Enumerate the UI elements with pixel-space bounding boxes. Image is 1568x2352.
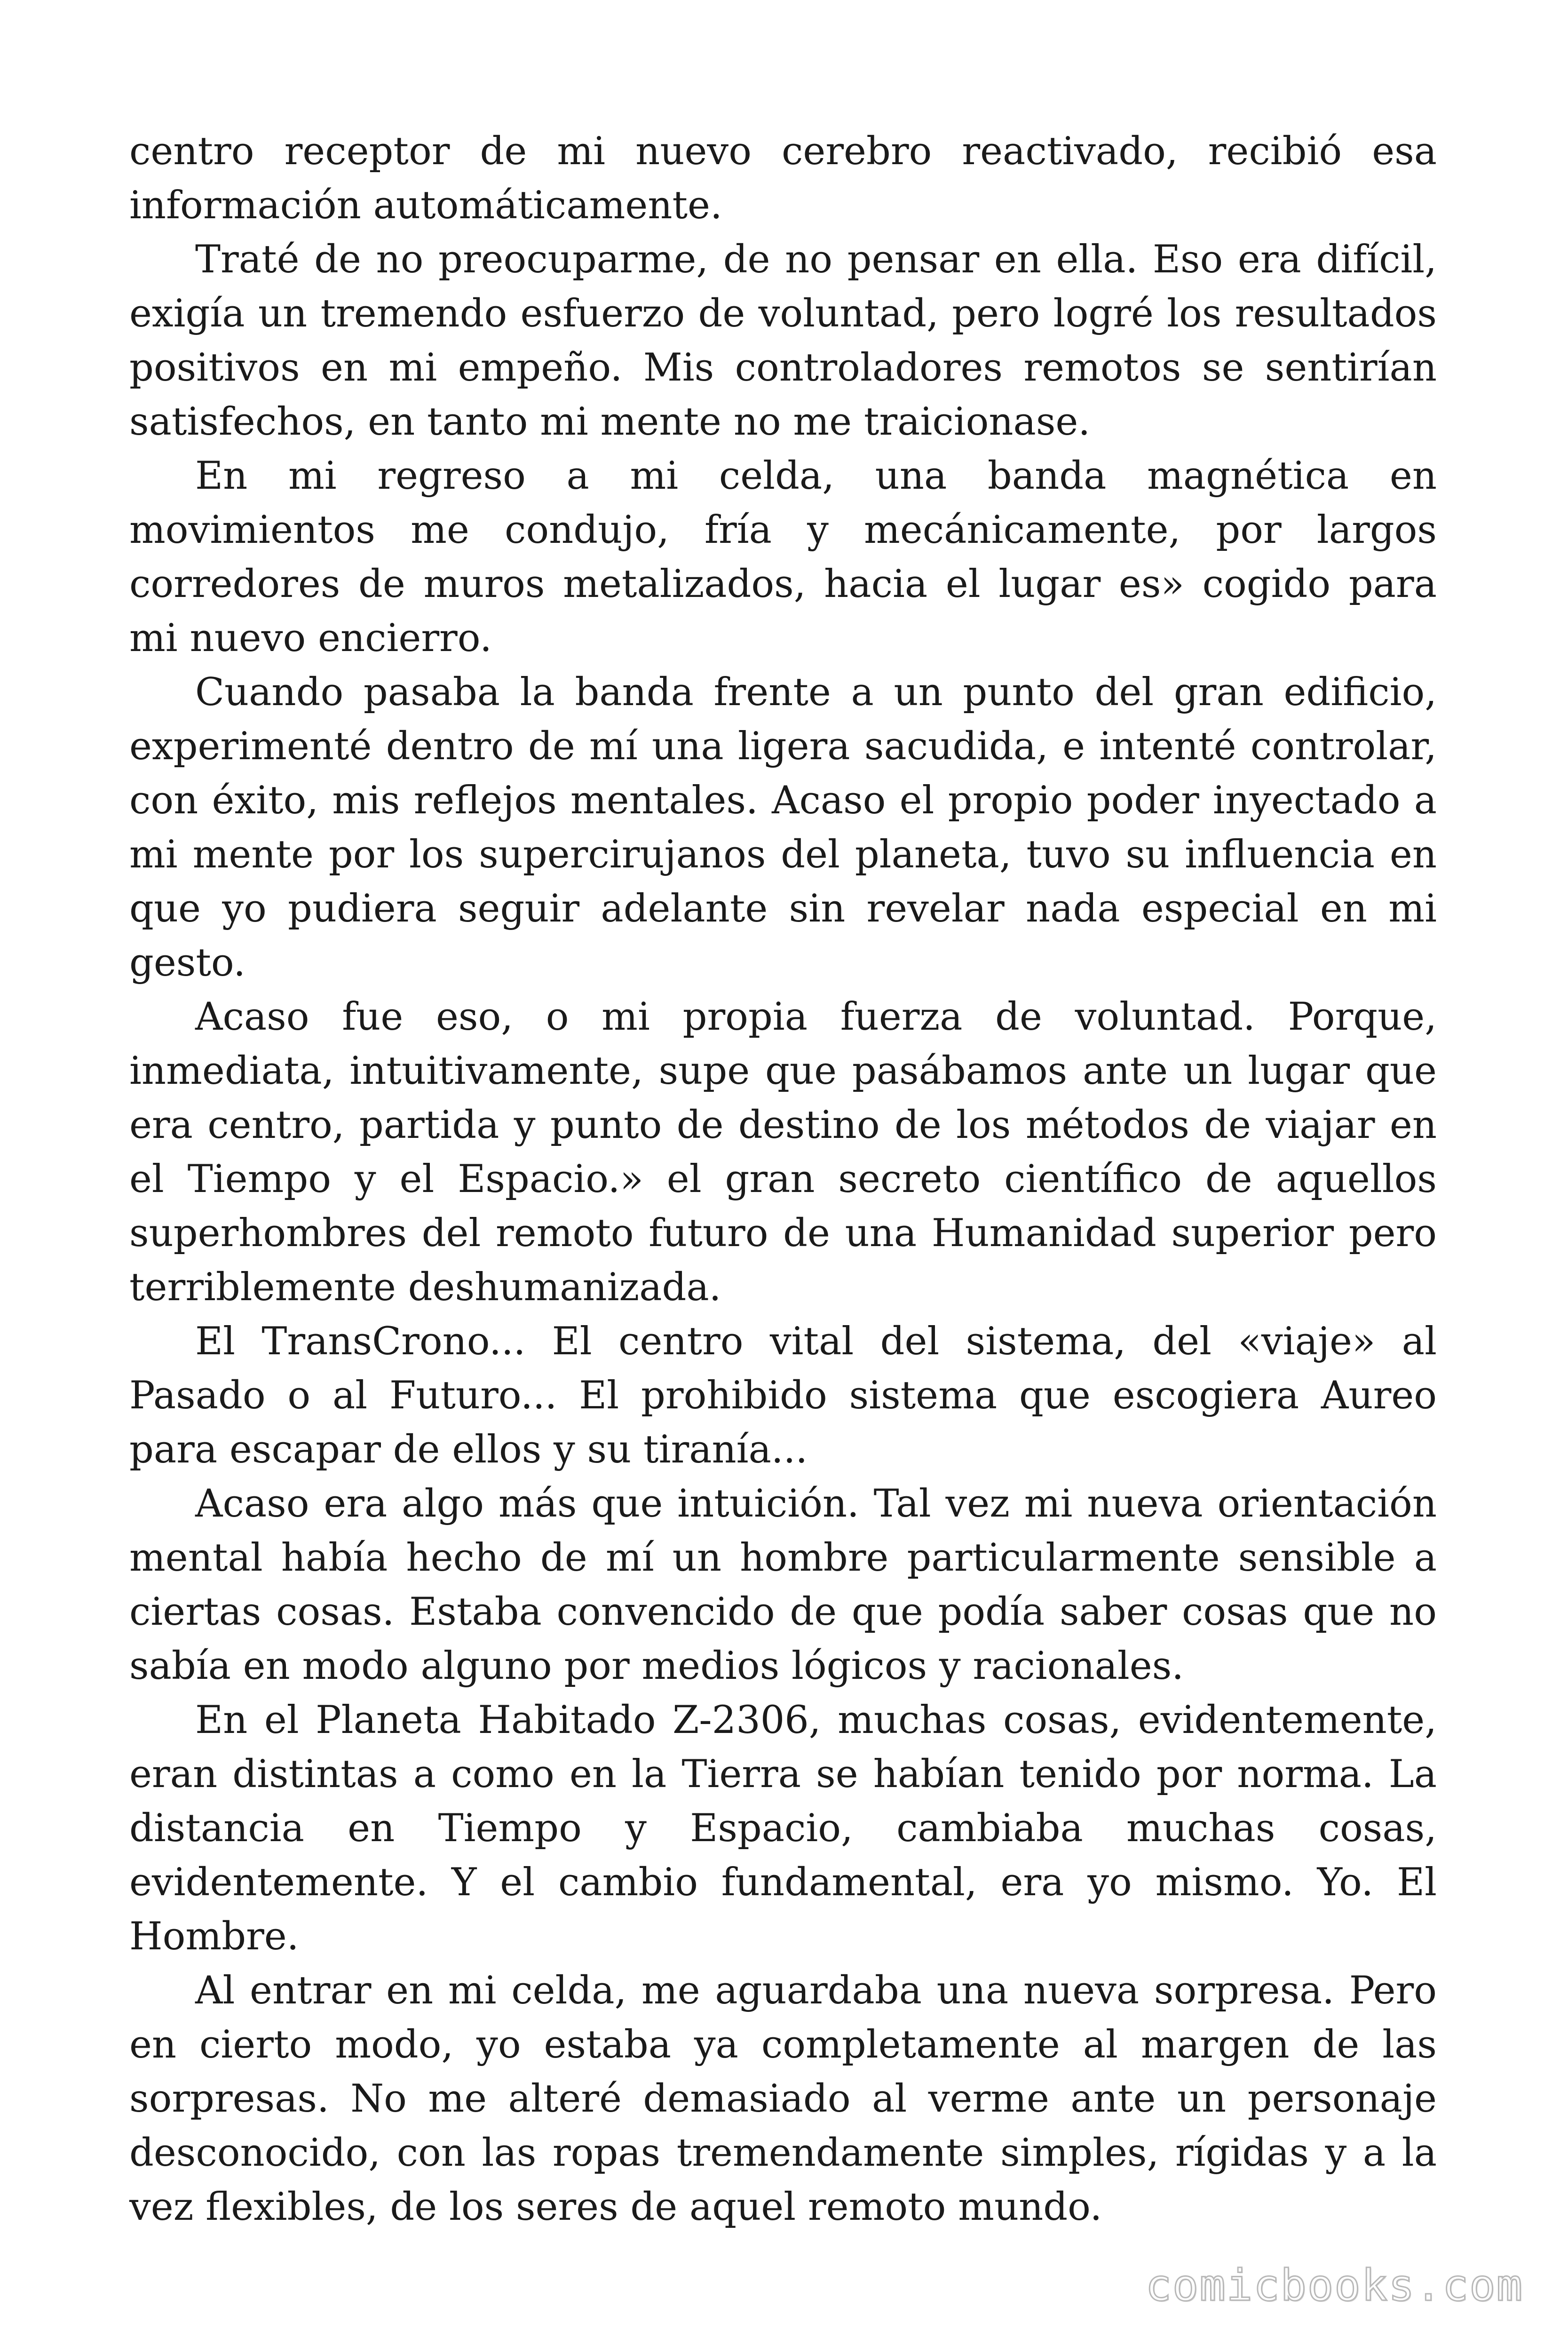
paragraph-7: Acaso era algo más que intuición. Tal vez mi nueva orientación mental había hecho de mí un hombre particularmente sensible a ciertas cosas. Estaba convencido de que podía saber cosas que no sabía en modo alguno por medios lógicos y racionales. xyxy=(129,1482,1437,1688)
paragraph-9: Al entrar en mi celda, me aguardaba una nueva sorpresa. Pero en cierto modo, yo estaba ya completamente al margen de las sorpresas. No me alteré demasiado al verme ante un personaje desconocido, con las ropas tremendamente simples, rígidas y a la vez flexibles, de los seres de aquel remoto mundo. xyxy=(129,1969,1437,2229)
paragraph-8: En el Planeta Habitado Z-2306, muchas cosas, evidentemente, eran distintas a como en la Tierra se habían tenido por norma. La distancia en Tiempo y Espacio, cambiaba muchas cosas, evidentemente. Y el cambio fundamental, era yo mismo. Yo. El Hombre. xyxy=(129,1698,1437,1959)
paragraph-3: En mi regreso a mi celda, una banda magnética en movimientos me condujo, fría y mecánicamente, por largos corredores de muros metalizados, hacia el lugar es» cogido para mi nuevo encierro. xyxy=(129,454,1437,660)
paragraph-6: El TransCrono... El centro vital del sistema, del «viaje» al Pasado o al Futuro... El prohibido sistema que escogiera Aureo para escapar de ellos y su tiranía... xyxy=(129,1319,1437,1472)
watermark: comicbooks.com xyxy=(1145,2260,1523,2311)
paragraph-5: Acaso fue eso, o mi propia fuerza de voluntad. Porque, inmediata, intuitivamente, supe que pasábamos ante un lugar que era centro, partida y punto de destino de los métodos de viajar en el Tiempo y el Espacio.» el gran secreto científico de aquellos superhombres del remoto futuro de una Humanidad superior pero terriblemente deshumanizada. xyxy=(129,995,1437,1310)
page-text-body xyxy=(129,125,1437,2234)
paragraph-4: Cuando pasaba la banda frente a un punto del gran edificio, experimenté dentro de mí una ligera sacudida, e intenté controlar, con éxito, mis reflejos mentales. Acaso el propio poder inyectado a mi mente por los supercirujanos del planeta, tuvo su influencia en que yo pudiera seguir adelante sin revelar nada especial en mi gesto. xyxy=(129,670,1437,985)
paragraph-2: Traté de no preocuparme, de no pensar en ella. Eso era difícil, exigía un tremendo esfuerzo de voluntad, pero logré los resultados positivos en mi empeño. Mis controladores remotos se sentirían satisfechos, en tanto mi mente no me traicionase. xyxy=(129,238,1437,444)
paragraph-1: centro receptor de mi nuevo cerebro reactivado, recibió esa información automáticamente. xyxy=(129,129,1437,228)
